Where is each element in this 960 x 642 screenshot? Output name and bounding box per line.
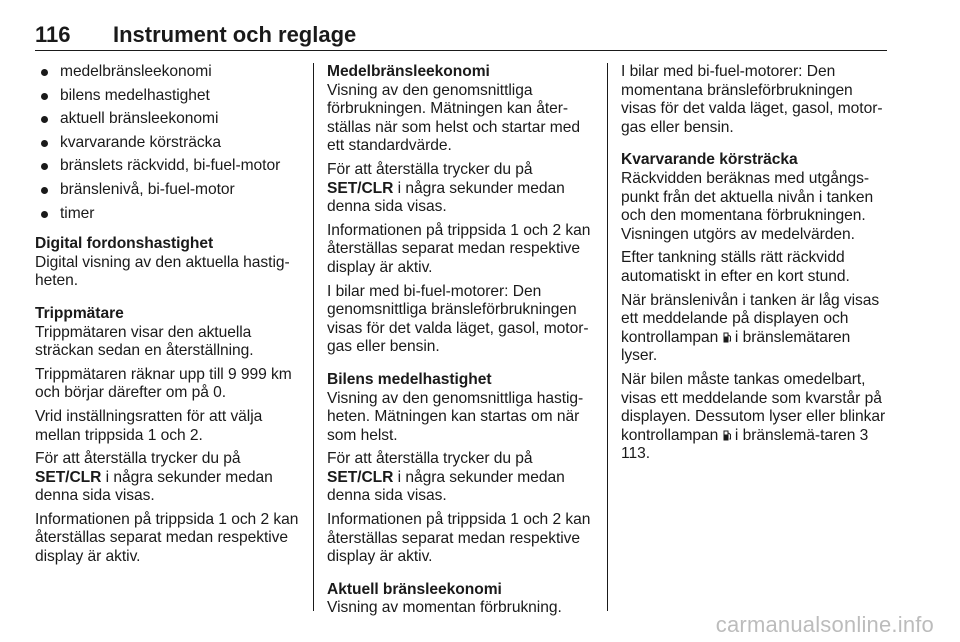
paragraph <box>621 292 887 366</box>
paragraph-text: Trippmätaren visar den aktuella sträckan sedan en återställning. <box>35 323 254 360</box>
paragraph-text: Digital visning av den aktuella hastig-heten. <box>35 253 290 290</box>
fuel-pump-icon <box>723 332 731 343</box>
section-heading: Kvarvarande körsträcka <box>621 151 798 169</box>
section-heading: Medelbränsleekonomi <box>327 63 490 80</box>
paragraph <box>327 161 593 217</box>
paragraph: Informationen på trippsida 1 och 2 kan återställas separat medan respektive display är aktiv. <box>327 511 591 566</box>
section-heading: Digital fordonshastighet <box>35 235 214 253</box>
paragraph-text: i några sekunder medan denna sida visas. <box>35 468 273 505</box>
range-section <box>621 151 887 244</box>
column-divider-1 <box>313 63 314 611</box>
paragraph-text: Visning av den genomsnittliga förbrukningen. Mätningen kan åter-ställas när som helst och startar med ett standardvärde. <box>327 81 580 155</box>
list-item: aktuell bränsleekonomi <box>35 110 301 129</box>
set-clr-label: SET/CLR <box>35 468 102 486</box>
column-2 <box>327 63 593 623</box>
paragraph-text: i bränslemätaren lyser. <box>621 328 851 365</box>
list-item: timer <box>35 205 301 224</box>
list-item: bilens medelhastighet <box>35 87 301 106</box>
page-number: 116 <box>35 22 71 47</box>
avg-fuel-section <box>327 63 593 156</box>
paragraph-text: När bränslenivån i tanken är låg visas ett meddelande på displayen och kontrollampan <box>621 291 880 346</box>
paragraph-text: i några sekunder medan denna sida visas. <box>327 179 565 216</box>
section-heading: Aktuell bränsleekonomi <box>327 580 502 598</box>
paragraph: I bilar med bi-fuel-motorer: Den genomsnittliga bränsleförbrukningen visas för det valda läget, gasol, motor-gas eller bensin. <box>327 282 589 356</box>
cross-reference-arrow: 3 <box>859 426 869 444</box>
current-fuel-section <box>327 581 593 618</box>
paragraph-text: Räckvidden beräknas med utgångs-punkt från det aktuella nivån i tanken och den momentana förbrukningen. Visningen utgörs av medelvärden. <box>621 169 874 243</box>
list-item: medelbränsleekonomi <box>35 63 301 82</box>
watermark: carmanualsonline.info <box>715 612 934 637</box>
paragraph: Informationen på trippsida 1 och 2 kan återställas separat medan respektive display är aktiv. <box>35 510 299 566</box>
paragraph: Vrid inställningsratten för att välja mellan trippsida 1 och 2. <box>35 407 263 444</box>
column-divider-2 <box>607 63 608 611</box>
paragraph: I bilar med bi-fuel-motorer: Den momentana bränsleförbrukningen visas för det valda läget, gasol, motor-gas eller bensin. <box>621 63 883 136</box>
paragraph: Informationen på trippsida 1 och 2 kan återställas separat medan respektive display är aktiv. <box>327 221 591 276</box>
avg-speed-section <box>327 371 593 445</box>
paragraph: Efter tankning ställs rätt räckvidd automatiskt in efter en kort stund. <box>621 249 850 285</box>
paragraph <box>327 450 593 506</box>
paragraph-text: För att återställa trycker du på <box>35 450 241 468</box>
page-title: Instrument och reglage <box>113 22 357 47</box>
paragraph-text: För att återställa trycker du på <box>327 160 533 178</box>
set-clr-label: SET/CLR <box>327 468 394 486</box>
list-item: bränslenivå, bi-fuel-motor <box>35 181 301 200</box>
section-heading: Trippmätare <box>35 304 124 322</box>
column-3 <box>621 63 887 469</box>
header-rule <box>35 50 887 51</box>
list-item: kvarvarande körsträcka <box>35 134 301 153</box>
paragraph-text: Visning av den genomsnittliga hastig-heten. Mätningen kan startas om när som helst. <box>327 389 584 444</box>
paragraph <box>621 371 887 464</box>
set-clr-label: SET/CLR <box>327 179 394 197</box>
paragraph-text: När bilen måste tankas omedelbart, visas ett meddelande som kvarstår på displayen. Dessutom lyser eller blinkar kontrollampan <box>621 370 886 444</box>
column-1 <box>35 63 301 572</box>
paragraph-text: i bränslemä-taren <box>730 426 860 444</box>
digital-speed-section <box>35 235 301 291</box>
list-item: bränslets räckvidd, bi-fuel-motor <box>35 157 301 176</box>
paragraph <box>35 450 301 506</box>
paragraph: Trippmätaren räknar upp till 9 999 km och börjar därefter om på 0. <box>35 365 292 402</box>
section-heading: Bilens medelhastighet <box>327 370 492 388</box>
paragraph-text: För att återställa trycker du på <box>327 450 533 468</box>
trip-section <box>35 305 301 361</box>
paragraph-text: i några sekunder medan denna sida visas. <box>327 468 565 505</box>
cross-reference-page: 113. <box>621 445 650 463</box>
fuel-pump-icon <box>723 430 731 441</box>
bullet-list <box>35 63 301 223</box>
paragraph-text: Visning av momentan förbrukning. <box>327 599 562 617</box>
